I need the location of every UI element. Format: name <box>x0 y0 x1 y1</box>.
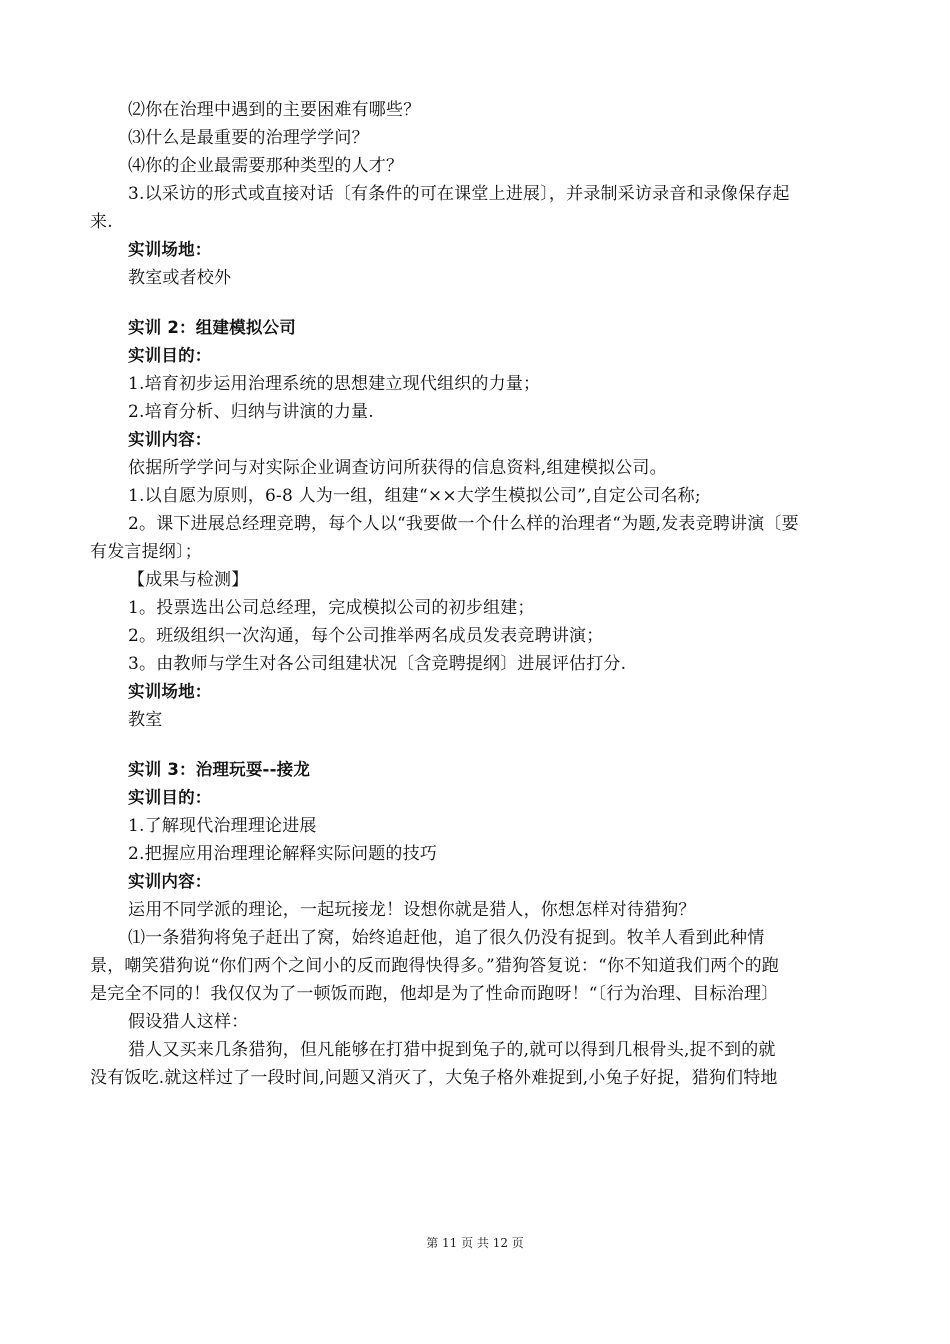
training-2-content-2-line-2: 有发言提纲〕； <box>90 542 202 562</box>
question-3: ⑶什么是最重要的治理学学问？ <box>128 128 369 148</box>
training-2-goal-2: 2.培育分析、归纳与讲演的力量. <box>128 402 374 422</box>
training-3-content-intro: 运用不同学派的理论，一起玩接龙！设想你就是猎人，你想怎样对待猎狗？ <box>128 900 696 920</box>
section-gap <box>90 292 865 314</box>
training-2-venue-text: 教室 <box>128 710 163 730</box>
training-3-story-1-line-3: 是完全不同的！我仅仅为了一顿饭而跑，他却是为了性命而跑呀！“〔行为治理、目标治理〕 <box>90 984 779 1004</box>
training-2-content-1: 1.以自愿为原则，6-8 人为一组，组建“××大学生模拟公司”,自定公司名称; <box>128 486 701 506</box>
item-3-line-2: 来. <box>90 212 113 232</box>
training-3-goal-2: 2.把握应用治理理论解释实际问题的技巧 <box>128 844 438 864</box>
training-2-result-1: 1。投票选出公司总经理，完成模拟公司的初步组建； <box>128 598 535 618</box>
training-3-story-2-line-1: 猎人又买来几条猎狗，但凡能够在打猎中捉到兔子的,就可以得到几根骨头,捉不到的就 <box>128 1040 776 1060</box>
question-4: ⑷你的企业最需要那种类型的人才？ <box>128 156 404 176</box>
training-3-title: 实训 3：治理玩耍--接龙 <box>128 760 311 779</box>
venue-text-1: 教室或者校外 <box>128 268 232 288</box>
item-3-line-1: 3.以采访的形式或直接对话〔有条件的可在课堂上进展〕，并录制采访录音和录像保存起 <box>128 184 790 204</box>
training-2-result-2: 2。班级组织一次沟通，每个公司推举两名成员发表竞聘讲演； <box>128 626 604 646</box>
training-3-story-1-line-2: 景，嘲笑猎狗说“你们两个之间小的反而跑得快得多。”猎狗答复说：“你不知道我们两个的跑 <box>90 956 779 976</box>
page-footer: 第 11 页 共 12 页 <box>426 1236 524 1250</box>
training-3-suppose: 假设猎人这样： <box>128 1012 249 1032</box>
training-2-goal-1: 1.培育初步运用治理系统的思想建立现代组织的力量； <box>128 374 541 394</box>
training-2-result-3: 3。由教师与学生对各公司组建状况〔含竞聘提纲〕进展评估打分. <box>128 654 627 674</box>
training-2-result-heading: 【成果与检测】 <box>128 570 249 590</box>
training-3-goal-heading: 实训目的： <box>128 788 212 807</box>
venue-heading-1: 实训场地： <box>128 240 212 259</box>
training-2-content-2-line-1: 2。课下进展总经理竞聘，每个人以“我要做一个什么样的治理者“为题,发表竞聘讲演〔要 <box>128 514 799 534</box>
question-2: ⑵你在治理中遇到的主要困难有哪些？ <box>128 100 421 120</box>
training-3-story-1-line-1: ⑴一条猎狗将兔子赶出了窝，始终追赶他，追了很久仍没有捉到。牧羊人看到此种情 <box>128 928 765 948</box>
page-content <box>90 96 865 1092</box>
training-3-content-heading: 实训内容： <box>128 872 212 891</box>
section-gap <box>90 734 865 756</box>
training-3-goal-1: 1.了解现代治理理论进展 <box>128 816 317 836</box>
training-3-story-2-line-2: 没有饭吃.就这样过了一段时间,问题又消灭了，大兔子格外难捉到,小兔子好捉，猎狗们特地 <box>90 1068 778 1088</box>
training-2-content-intro: 依据所学学问与对实际企业调查访问所获得的信息资料,组建模拟公司。 <box>128 458 667 478</box>
training-2-venue-heading: 实训场地： <box>128 682 212 701</box>
training-2-goal-heading: 实训目的： <box>128 346 212 365</box>
training-2-content-heading: 实训内容： <box>128 430 212 449</box>
training-2-title: 实训 2：组建模拟公司 <box>128 318 296 337</box>
